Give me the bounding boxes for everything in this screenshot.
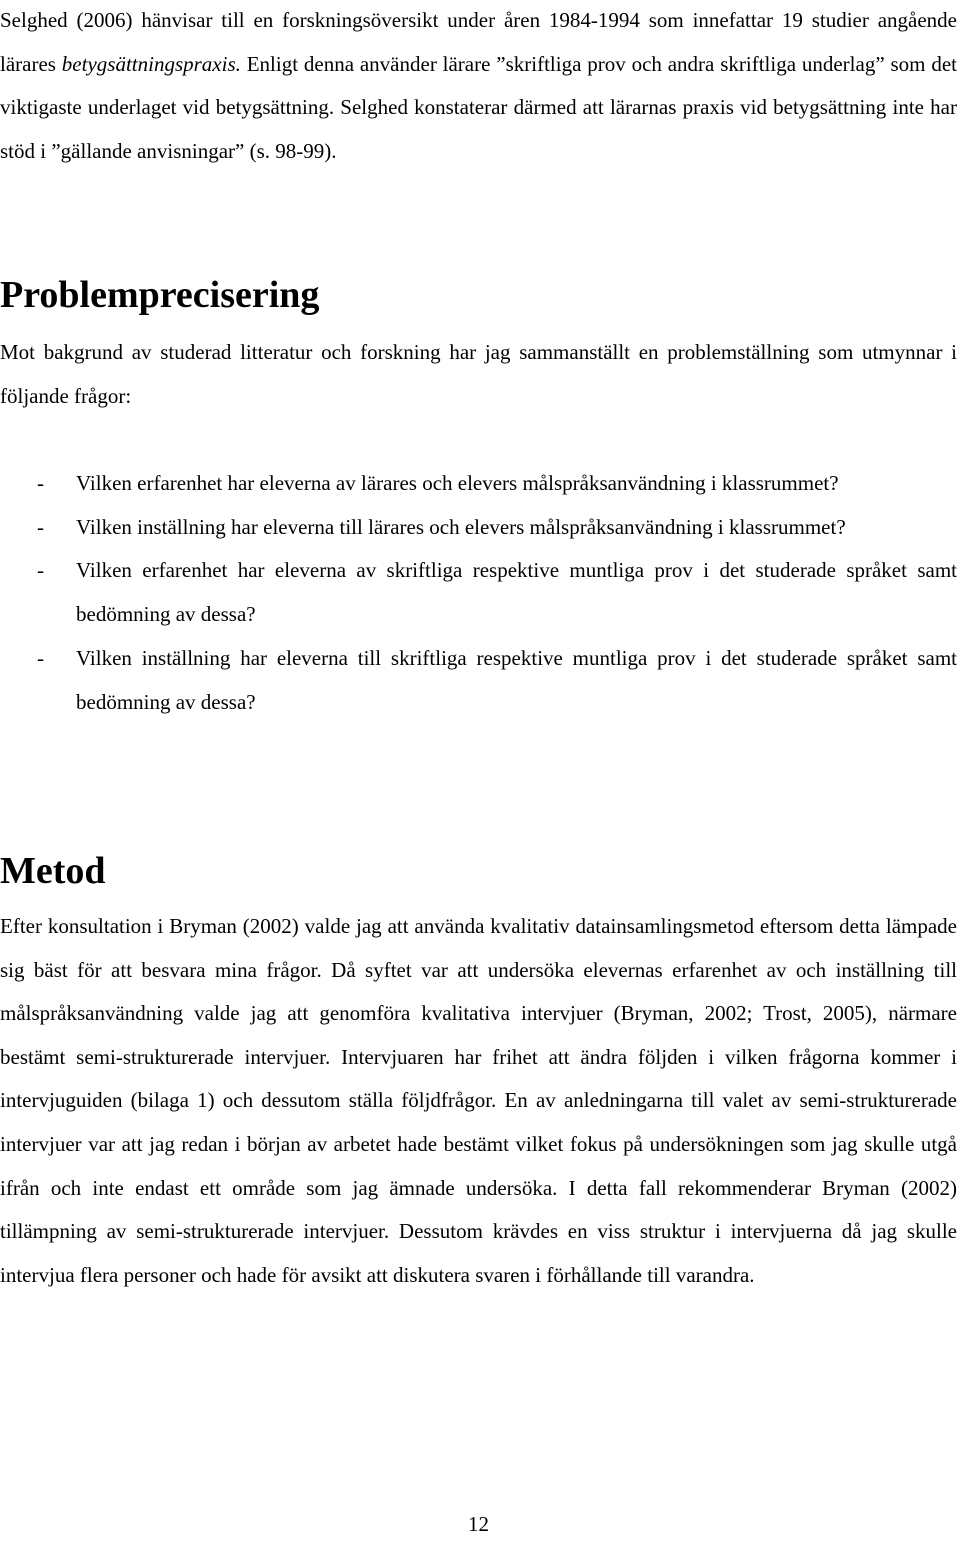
question-item-4 [0,637,957,724]
dash-bullet: - [37,645,44,670]
intro-paragraph-text-end: Enligt denna använder lärare ”skriftliga prov och andra skriftliga underlag” som det viktigaste underlaget vid betygsättning. Selghed konstaterar därmed att lärarnas praxis vid betygsättning inte har stöd i ”gällande anvisningar” (s. 98-99). [0,51,957,163]
page-number: 12 [468,1512,489,1536]
question-list [0,462,957,724]
question-item-3 [0,549,957,636]
question-text-4: Vilken inställning har eleverna till skriftliga respektive muntliga prov i det studerade språket samt bedömning av dessa? [76,645,957,714]
question-item-2 [0,506,957,550]
problem-paragraph: Mot bakgrund av studerad litteratur och forskning har jag sammanställt en problemställning som utmynnar i följande frågor: [0,340,957,408]
question-text-2: Vilken inställning har eleverna till lärares och elevers målspråksanvändning i klassrummet? [76,514,846,539]
intro-paragraph-text-start: Selghed (2006) hänvisar till en forskningsöversikt under åren 1984-1994 som innefattar 19 studier angående lärares [0,8,957,76]
question-item-1 [0,462,957,506]
method-paragraph: Efter konsultation i Bryman (2002) valde jag att använda kvalitativ datainsamlingsmetod eftersom detta lämpade sig bäst för att besvara mina frågor. Då syftet var att undersöka elevernas erfarenhet av och inställning till målspråksanvändning valde jag att genomföra kvalitativa intervjuer (Bryman, 2002; Trost, 2005), närmare bestämt semi-strukturerade intervjuer. Intervjuaren har frihet att ändra följden i vilken frågorna kommer i intervjuguiden (bilaga 1) och dessutom ställa följdfrågor. En av anledningarna till valet av semi-strukturerade intervjuer var att jag redan i början av arbetet hade bestämt vilket fokus på undersökningen som jag skulle utgå ifrån och inte endast ett område som jag ämnade undersöka. I detta fall rekommenderar Bryman (2002) tillämpning av semi-strukturerade intervjuer. Dessutom krävdes en viss struktur i intervjuerna då jag skulle intervjua flera personer och hade för avsikt att diskutera svaren i förhållande till varandra. [0,914,957,1287]
question-text-1: Vilken erfarenhet har eleverna av lärares och elevers målspråksanvändning i klassrummet? [76,471,839,495]
dash-bullet: - [37,558,44,583]
problem-heading: Problemprecisering [0,274,320,316]
dash-bullet: - [37,471,44,495]
intro-paragraph [0,0,957,173]
dash-bullet: - [37,514,44,539]
intro-paragraph-italic-term: betygsättningspraxis. [61,51,241,76]
method-heading: Metod [0,850,106,892]
question-text-3: Vilken erfarenhet har eleverna av skriftliga respektive muntliga prov i det studerade språket samt bedömning av dessa? [76,558,957,627]
